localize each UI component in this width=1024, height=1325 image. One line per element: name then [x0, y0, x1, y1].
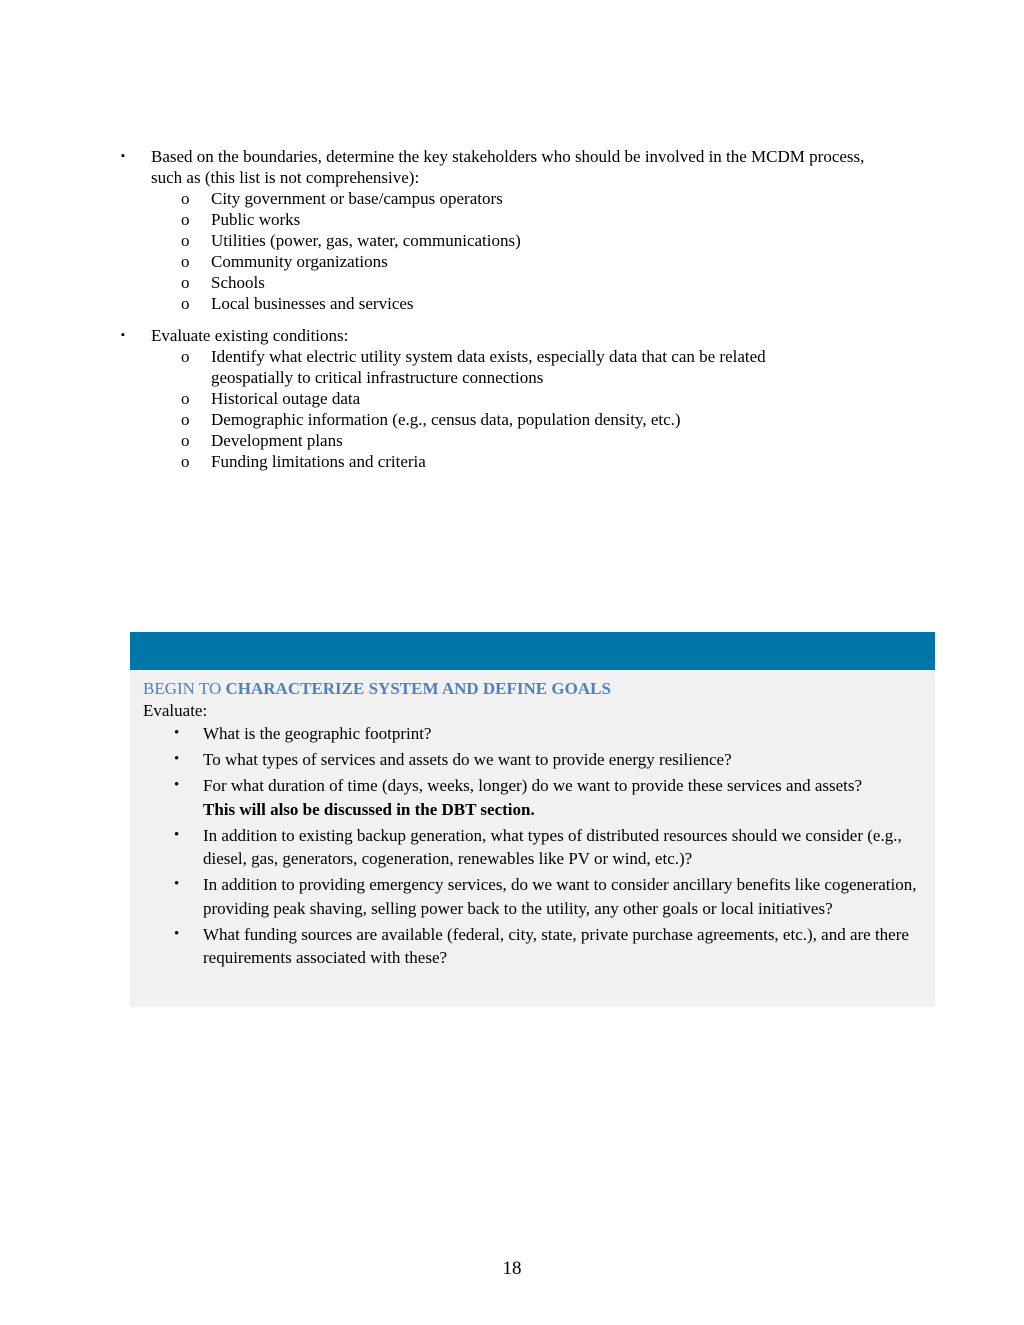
stakeholders-bullet — [0, 146, 871, 188]
list-item — [0, 251, 831, 272]
square-bullet-icon: ▪ — [121, 150, 125, 162]
callout-intro: Evaluate: — [143, 701, 208, 720]
stakeholders-text: Based on the boundaries, determine the key stakeholders who should be involved in the MCDM process, such as (this list is not comprehensive): — [151, 147, 865, 187]
callout-heading-prefix: BEGIN TO — [143, 679, 226, 698]
circle-bullet-icon: o — [181, 431, 190, 450]
list-item-text: Community organizations — [211, 252, 388, 271]
question-note: This will also be discussed in the DBT section. — [203, 799, 535, 819]
list-item — [0, 388, 831, 409]
question-list — [130, 722, 935, 972]
list-item — [0, 272, 831, 293]
dot-bullet-icon: • — [174, 876, 180, 892]
circle-bullet-icon: o — [181, 389, 190, 408]
circle-bullet-icon: o — [181, 347, 190, 366]
circle-bullet-icon: o — [181, 252, 190, 271]
list-item-text: Historical outage data — [211, 389, 361, 408]
list-item-text: Public works — [211, 210, 301, 229]
list-item-text: City government or base/campus operators — [211, 189, 503, 208]
list-item — [0, 346, 831, 388]
conditions-list — [0, 346, 1024, 472]
list-item-text: Schools — [211, 273, 265, 292]
circle-bullet-icon: o — [181, 294, 190, 313]
list-item — [0, 209, 831, 230]
list-item — [130, 748, 935, 772]
question-text: What is the geographic footprint? — [203, 724, 432, 743]
stakeholders-list — [0, 188, 1024, 314]
list-item — [0, 293, 831, 314]
callout-heading-emphasis: CHARACTERIZE SYSTEM AND DEFINE GOALS — [225, 679, 611, 698]
list-item — [130, 923, 935, 970]
list-item — [130, 722, 935, 746]
callout-header-bar — [130, 632, 935, 670]
list-item-text: Demographic information (e.g., census data, population density, etc.) — [211, 410, 681, 429]
question-text: In addition to existing backup generation, what types of distributed resources should we consider (e.g., diesel, gas, generators, cogeneration, renewables like PV or wind, etc.)? — [203, 825, 902, 868]
list-item-text: Identify what electric utility system data exists, especially data that can be related geospatially to critical infrastructure connections — [211, 347, 766, 387]
list-item — [0, 188, 831, 209]
circle-bullet-icon: o — [181, 452, 190, 471]
dot-bullet-icon: • — [174, 725, 180, 741]
circle-bullet-icon: o — [181, 189, 190, 208]
circle-bullet-icon: o — [181, 273, 190, 292]
question-text: To what types of services and assets do we want to provide energy resilience? — [203, 750, 732, 769]
list-item-text: Development plans — [211, 431, 343, 450]
list-item-text: Funding limitations and criteria — [211, 452, 426, 471]
question-text: For what duration of time (days, weeks, longer) do we want to provide these services and assets? — [203, 776, 863, 795]
dot-bullet-icon: • — [174, 777, 180, 793]
stakeholders-section — [0, 146, 1024, 314]
question-text: In addition to providing emergency services, do we want to consider ancillary benefits like cogeneration, providing peak shaving, selling power back to the utility, any other goals or local initiatives? — [203, 875, 917, 918]
callout-box — [130, 632, 935, 1007]
dot-bullet-icon: • — [174, 751, 180, 767]
list-item — [0, 230, 831, 251]
list-item — [0, 430, 831, 451]
list-item — [130, 824, 935, 871]
conditions-bullet — [0, 325, 871, 346]
square-bullet-icon: ▪ — [121, 329, 125, 341]
circle-bullet-icon: o — [181, 231, 190, 250]
list-item — [130, 873, 935, 920]
circle-bullet-icon: o — [181, 210, 190, 229]
dot-bullet-icon: • — [174, 925, 180, 942]
list-item — [130, 774, 935, 821]
list-item — [0, 451, 831, 472]
conditions-text: Evaluate existing conditions: — [151, 326, 349, 345]
page-number: 18 — [502, 1258, 522, 1279]
list-item-text: Utilities (power, gas, water, communications) — [211, 231, 521, 250]
question-text: What funding sources are available (federal, city, state, private purchase agreements, etc.), and are there requirements associated with these? — [203, 924, 909, 967]
list-item — [0, 409, 831, 430]
list-item-text: Local businesses and services — [211, 294, 414, 313]
conditions-section — [0, 325, 1024, 472]
circle-bullet-icon: o — [181, 410, 190, 429]
callout-heading — [143, 678, 611, 699]
dot-bullet-icon: • — [174, 826, 180, 843]
